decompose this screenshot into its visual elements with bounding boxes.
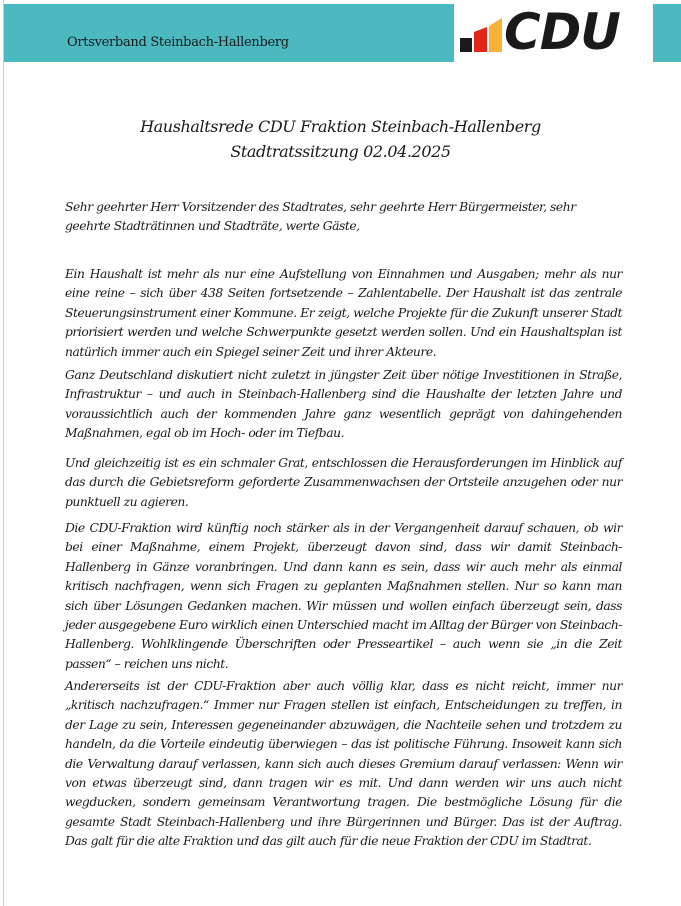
title-line-1: Haushaltsrede CDU Fraktion Steinbach-Hallenberg (140, 117, 541, 136)
paragraph-4: Die CDU-Fraktion wird künftig noch stärker als in der Vergangenheit darauf schauen, ob wir bei einer Maßnahme, einem Projekt, überzeugt davon sind, dass wir damit Steinbach-Hallenberg in Gänze voranbringen. Und dann kann es sein, dass wir auch mehr als einmal kritisch nachfragen, wenn sich Fragen zu geplanten Maßnahmen stellen. Nur so kann man sich über Lösungen Gedanken machen. Wir müssen und wollen einfach überzeugt sein, dass jeder ausgegebene Euro wirklich einen Unterschied macht im Alltag der Bürger von Steinbach-Hallenberg. Wohlklingende Überschriften oder Presseartikel – auch wenn sie „in die Zeit passen“ – reichen uns nicht. (65, 521, 622, 671)
cdu-logo (458, 3, 648, 61)
paragraph-2: Ganz Deutschland diskutiert nicht zuletzt in jüngster Zeit über nötige Investitionen in Straße, Infrastruktur – und auch in Steinbach-Hallenberg sind die Haushalte der letzten Jahre und voraussichtlich auch der kommenden Jahre ganz wesentlich geprägt von dahingehenden Maßnahmen, egal ob im Hoch- oder im Tiefbau. (65, 368, 622, 441)
title-line-2: Stadtratssitzung 02.04.2025 (230, 142, 451, 161)
logo-text: CDU (504, 3, 620, 61)
header-band-right (653, 4, 681, 62)
org-name: Ortsverband Steinbach-Hallenberg (67, 35, 289, 50)
paragraph-1: Ein Haushalt ist mehr als nur eine Aufstellung von Einnahmen und Ausgaben; mehr als nur eine reine – sich über 438 Seiten fortsetzende – Zahlentabelle. Der Haushalt ist das zentrale Steuerungsinstrument einer Kommune. Er zeigt, welche Projekte für die Zukunft unserer Stadt priorisiert werden und welche Schwerpunkte gesetzt werden sollen. Und ein Haushaltsplan ist natürlich immer auch ein Spiegel seiner Zeit und ihrer Akteure. (65, 267, 622, 359)
paragraph-3: Und gleichzeitig ist es ein schmaler Grat, entschlossen die Herausforderungen im Hinblick auf das durch die Gebietsreform geforderte Zusammenwachsen der Ortsteile anzugehen oder nur punktuell zu agieren. (65, 456, 622, 509)
salutation: Sehr geehrter Herr Vorsitzender des Stadtrates, sehr geehrte Herr Bürgermeister, sehr geehrte Stadträtinnen und Stadträte, werte Gäste, (65, 200, 576, 234)
document-title (0, 114, 681, 164)
paragraph-5: Andererseits ist der CDU-Fraktion aber auch völlig klar, dass es nicht reicht, immer nur „kritisch nachzufragen.“ Immer nur Fragen stellen ist einfach, Entscheidungen zu treffen, in der Lage zu sein, Interessen gegeneinander abzuwägen, die Nachteile sehen und trotzdem zu handeln, da die Vorteile eindeutig überwiegen – das ist politische Führung. Insoweit kann sich die Verwaltung darauf verlassen, kann sich auch dieses Gremium darauf verlassen: Wenn wir von etwas überzeugt sind, dann tragen wir es mit. Und dann werden wir uns auch nicht wegducken, sondern gemeinsam Verantwortung tragen. Die bestmögliche Lösung für die gesamte Stadt Steinbach-Hallenberg und ihre Bürgerinnen und Bürger. Das ist der Auftrag. Das galt für die alte Fraktion und das gilt auch für die neue Fraktion der CDU im Stadtrat. (65, 679, 622, 849)
logo-bars-icon (460, 10, 504, 54)
header-band (4, 4, 454, 62)
